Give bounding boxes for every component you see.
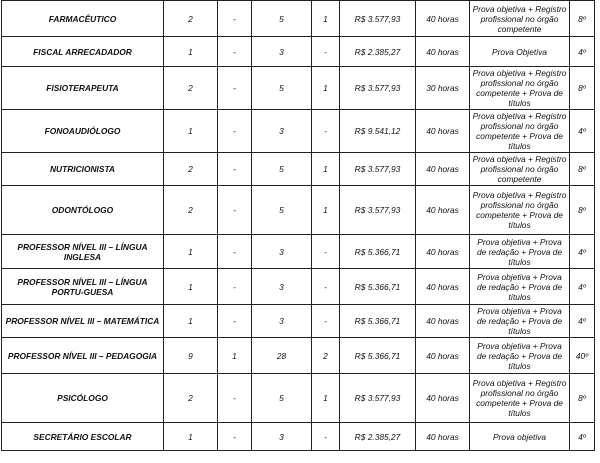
vagas-negros-cell: - <box>312 305 340 338</box>
vagas-pcd-cell: - <box>218 305 252 338</box>
cargo-cell: PROFESSOR NÍVEL III – LÍNGUA PORTU-GUESA <box>2 269 164 305</box>
vagas-ampla-cell: 1 <box>164 110 218 153</box>
vagas-ampla-cell: 2 <box>164 153 218 186</box>
vagas-pcd-cell: - <box>218 37 252 67</box>
table-row <box>2 67 595 110</box>
avaliacao-cell: Prova Objetiva <box>470 37 570 67</box>
vagas-negros-cell: 2 <box>312 338 340 374</box>
vagas-negros-cell: 1 <box>312 153 340 186</box>
salario-cell: R$ 2.385,27 <box>340 37 416 67</box>
table-row <box>2 37 595 67</box>
vagas-negros-cell: - <box>312 269 340 305</box>
vagas-ampla-cell: 2 <box>164 1 218 37</box>
cadastro-reserva-cell: 3 <box>252 269 312 305</box>
cargo-cell: PROFESSOR NÍVEL III – PEDAGOGIA <box>2 338 164 374</box>
vagas-pcd-cell: - <box>218 110 252 153</box>
cadastro-reserva-cell: 3 <box>252 110 312 153</box>
vagas-pcd-cell: - <box>218 374 252 423</box>
carga-horaria-cell: 40 horas <box>416 423 470 451</box>
vagas-pcd-cell: - <box>218 235 252 269</box>
table-row <box>2 374 595 423</box>
vagas-negros-cell: - <box>312 110 340 153</box>
avaliacao-cell: Prova objetiva + Prova de redação + Prova de títulos <box>470 235 570 269</box>
carga-horaria-cell: 40 horas <box>416 235 470 269</box>
cargo-cell: PROFESSOR NÍVEL III – LÍNGUA INGLESA <box>2 235 164 269</box>
vagas-negros-cell: 1 <box>312 186 340 235</box>
vagas-ampla-cell: 2 <box>164 186 218 235</box>
avaliacao-cell: Prova objetiva + Prova de redação + Prova de títulos <box>470 269 570 305</box>
vagas-negros-cell: - <box>312 235 340 269</box>
avaliacao-cell: Prova objetiva + Registro profissional no órgão competente + Prova de títulos <box>470 374 570 423</box>
avaliacao-cell: Prova objetiva + Prova de redação + Prova de títulos <box>470 338 570 374</box>
vagas-negros-cell: 1 <box>312 67 340 110</box>
carga-horaria-cell: 40 horas <box>416 153 470 186</box>
cargo-cell: NUTRICIONISTA <box>2 153 164 186</box>
vagas-pcd-cell: - <box>218 186 252 235</box>
salario-cell: R$ 3.577,93 <box>340 67 416 110</box>
avaliacao-cell: Prova objetiva + Prova de redação + Prova de títulos <box>470 305 570 338</box>
vagas-pcd-cell: - <box>218 1 252 37</box>
salario-cell: R$ 5.366,71 <box>340 305 416 338</box>
vagas-pcd-cell: - <box>218 423 252 451</box>
nivel-cell: 8º <box>570 1 595 37</box>
vagas-ampla-cell: 1 <box>164 269 218 305</box>
cargo-cell: FISIOTERAPEUTA <box>2 67 164 110</box>
nivel-cell: 8º <box>570 186 595 235</box>
salario-cell: R$ 3.577,93 <box>340 374 416 423</box>
table-row <box>2 305 595 338</box>
cadastro-reserva-cell: 5 <box>252 1 312 37</box>
avaliacao-cell: Prova objetiva + Registro profissional no órgão competente + Prova de títulos <box>470 186 570 235</box>
carga-horaria-cell: 30 horas <box>416 67 470 110</box>
salario-cell: R$ 3.577,93 <box>340 153 416 186</box>
vagas-negros-cell: 1 <box>312 1 340 37</box>
vagas-negros-cell: - <box>312 37 340 67</box>
carga-horaria-cell: 40 horas <box>416 1 470 37</box>
avaliacao-cell: Prova objetiva + Registro profissional no órgão competente + Prova de títulos <box>470 110 570 153</box>
cargo-cell: SECRETÁRIO ESCOLAR <box>2 423 164 451</box>
nivel-cell: 4º <box>570 110 595 153</box>
carga-horaria-cell: 40 horas <box>416 269 470 305</box>
avaliacao-cell: Prova objetiva <box>470 423 570 451</box>
table-row <box>2 269 595 305</box>
avaliacao-cell: Prova objetiva + Registro profissional no órgão competente <box>470 153 570 186</box>
nivel-cell: 4º <box>570 235 595 269</box>
cargo-cell: FISCAL ARRECADADOR <box>2 37 164 67</box>
table-row <box>2 235 595 269</box>
table-row <box>2 186 595 235</box>
vagas-ampla-cell: 2 <box>164 374 218 423</box>
vagas-negros-cell: 1 <box>312 374 340 423</box>
salario-cell: R$ 5.366,71 <box>340 269 416 305</box>
cargo-cell: FARMACÊUTICO <box>2 1 164 37</box>
cadastro-reserva-cell: 3 <box>252 305 312 338</box>
cadastro-reserva-cell: 5 <box>252 153 312 186</box>
carga-horaria-cell: 40 horas <box>416 186 470 235</box>
table-row <box>2 423 595 451</box>
vagas-pcd-cell: - <box>218 269 252 305</box>
nivel-cell: 4º <box>570 37 595 67</box>
cadastro-reserva-cell: 3 <box>252 37 312 67</box>
vagas-ampla-cell: 1 <box>164 305 218 338</box>
table-row <box>2 1 595 37</box>
salario-cell: R$ 3.577,93 <box>340 1 416 37</box>
positions-table <box>1 0 595 451</box>
cadastro-reserva-cell: 5 <box>252 67 312 110</box>
table-row <box>2 338 595 374</box>
nivel-cell: 4º <box>570 305 595 338</box>
salario-cell: R$ 5.366,71 <box>340 235 416 269</box>
cadastro-reserva-cell: 3 <box>252 423 312 451</box>
nivel-cell: 4º <box>570 423 595 451</box>
vagas-ampla-cell: 9 <box>164 338 218 374</box>
cadastro-reserva-cell: 5 <box>252 186 312 235</box>
nivel-cell: 8º <box>570 153 595 186</box>
vagas-ampla-cell: 1 <box>164 37 218 67</box>
vagas-pcd-cell: - <box>218 153 252 186</box>
salario-cell: R$ 3.577,93 <box>340 186 416 235</box>
salario-cell: R$ 5.366,71 <box>340 338 416 374</box>
carga-horaria-cell: 40 horas <box>416 305 470 338</box>
carga-horaria-cell: 40 horas <box>416 374 470 423</box>
table-row <box>2 153 595 186</box>
salario-cell: R$ 2.385,27 <box>340 423 416 451</box>
carga-horaria-cell: 40 horas <box>416 338 470 374</box>
carga-horaria-cell: 40 horas <box>416 110 470 153</box>
nivel-cell: 40º <box>570 338 595 374</box>
vagas-ampla-cell: 1 <box>164 423 218 451</box>
carga-horaria-cell: 40 horas <box>416 37 470 67</box>
avaliacao-cell: Prova objetiva + Registro profissional no órgão competente <box>470 1 570 37</box>
vagas-pcd-cell: 1 <box>218 338 252 374</box>
salario-cell: R$ 9.541,12 <box>340 110 416 153</box>
nivel-cell: 4º <box>570 269 595 305</box>
nivel-cell: 8º <box>570 374 595 423</box>
avaliacao-cell: Prova objetiva + Registro profissional no órgão competente + Prova de títulos <box>470 67 570 110</box>
vagas-ampla-cell: 1 <box>164 235 218 269</box>
nivel-cell: 8º <box>570 67 595 110</box>
cargo-cell: ODONTÓLOGO <box>2 186 164 235</box>
cadastro-reserva-cell: 5 <box>252 374 312 423</box>
vagas-negros-cell: - <box>312 423 340 451</box>
cargo-cell: PSICÓLOGO <box>2 374 164 423</box>
cadastro-reserva-cell: 3 <box>252 235 312 269</box>
cargo-cell: FONOAUDIÓLOGO <box>2 110 164 153</box>
vagas-ampla-cell: 2 <box>164 67 218 110</box>
table-row <box>2 110 595 153</box>
vagas-pcd-cell: - <box>218 67 252 110</box>
cadastro-reserva-cell: 28 <box>252 338 312 374</box>
cargo-cell: PROFESSOR NÍVEL III – MATEMÁTICA <box>2 305 164 338</box>
